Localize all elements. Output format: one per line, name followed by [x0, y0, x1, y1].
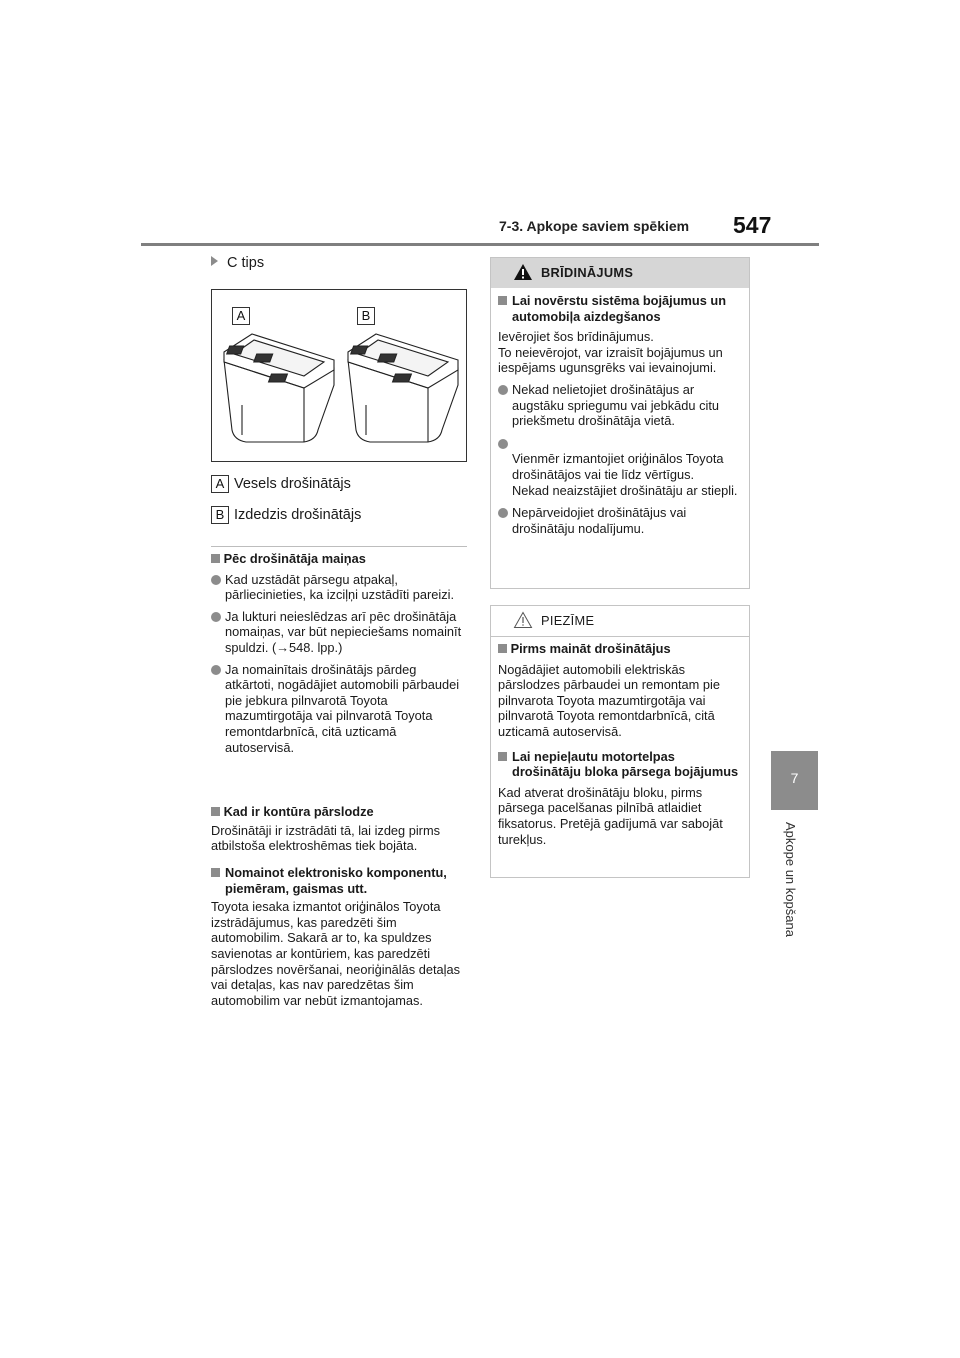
- list-item: Ja lukturi neieslēdzas arī pēc drošinātāja nomaiņas, var būt nepieciešams nomainīt spuldzi. (→548. lpp.): [211, 609, 467, 656]
- callout-a: A: [232, 307, 250, 325]
- list-item: Kad uzstādāt pārsegu atpakaļ, pārliecinieties, ka izciļņi uzstādīti pareizi.: [211, 572, 467, 603]
- notice-text: Kad atverat drošinātāju bloku, pirms pārsega pacelšanas pilnībā atlaidiet fiksatorus. Pretējā gadījumā var sabojāt turekļus.: [498, 784, 723, 847]
- circle-bullet-icon: [211, 665, 221, 675]
- note-replacing-components: [211, 865, 467, 1008]
- list-item: Ja nomainītais drošinātājs pārdeg atkārtoti, nogādājiet automobili pārbaudei pie jebkura pilnvarotā Toyota mazumtirgotāja vai pilnvarotā Toyota remontdarbnīcā, citā uzticamā autoservisā.: [211, 662, 467, 756]
- square-bullet-icon: [211, 868, 220, 877]
- callout-b: B: [357, 307, 375, 325]
- fuse-illustration: [211, 289, 467, 462]
- chapter-title: Apkope un kopšana: [783, 822, 798, 937]
- triangle-bullet-icon: [211, 256, 218, 266]
- circle-bullet-icon: [498, 439, 508, 449]
- square-bullet-icon: [498, 752, 507, 761]
- warning-intro: Ievērojiet šos brīdinājumus. To neievērojot, var izraisīt bojājumus un iespējams ugunsgrēks vai ievainojumi.: [498, 329, 723, 376]
- warning-icon: [513, 263, 533, 281]
- circle-bullet-icon: [211, 575, 221, 585]
- warning-title: BRĪDINĀJUMS: [541, 265, 634, 280]
- warning-heading: Lai novērstu sistēma bojājumus un automobiļa aizdegšanos: [498, 293, 742, 324]
- section-title: 7-3. Apkope saviem spēkiem: [499, 218, 690, 234]
- header-divider: [141, 243, 819, 246]
- circle-bullet-icon: [498, 385, 508, 395]
- warning-header: [491, 258, 749, 288]
- notice-box: [490, 605, 750, 878]
- note-heading: Nomainot elektronisko komponentu, piemēram, gaismas utt.: [211, 865, 467, 896]
- square-bullet-icon: [498, 296, 507, 305]
- warning-item: Nekad nelietojiet drošinātājus ar augstāku spriegumu vai jebkādu citu priekšmetu drošinātāja vietā.: [498, 382, 742, 429]
- note-after-fuse-replacement: [211, 551, 467, 755]
- square-bullet-icon: [211, 554, 220, 563]
- note-text: Toyota iesaka izmantot oriģinālos Toyota izstrādājumus, kas paredzēti šim automobilim. Sakarā ar to, ka spuldzes savienotas ar kontūriem, kas paredzēti pārslodzes novēršanai, neoriģinālās detaļas vai detaļas, kas nav paredzētas šim automobilim var nebūt izmantojamas.: [211, 899, 460, 1008]
- legend-item-a: A Vesels drošinātājs: [211, 475, 351, 493]
- notice-title: PIEZĪME: [541, 613, 595, 628]
- note-circuit-overload: [211, 804, 467, 854]
- square-bullet-icon: [498, 644, 507, 653]
- warning-box: [490, 257, 750, 589]
- notice-heading: Pirms maināt drošinātājus: [498, 641, 742, 657]
- note-heading: Pēc drošinātāja maiņas: [211, 551, 467, 567]
- warning-item: Nepārveidojiet drošinātājus vai drošinātāju nodalījumu.: [498, 505, 742, 536]
- note-text: Drošinātāji ir izstrādāti tā, lai izdeg pirms atbilstoša elektroshēmas tiek bojāta.: [211, 822, 441, 854]
- fuse-drawing: [212, 290, 466, 461]
- notice-header: [491, 606, 749, 637]
- section-divider: [211, 546, 467, 547]
- legend-badge-a: A: [211, 475, 229, 493]
- warning-item: Vienmēr izmantojiet oriģinālos Toyota drošinātājos vai tie līdz vērtīgus. Nekad neaizstājiet drošinātāju ar stiepli.: [498, 436, 742, 498]
- square-bullet-icon: [211, 807, 220, 816]
- circle-bullet-icon: [498, 508, 508, 518]
- page-number: 547: [733, 212, 772, 238]
- note-heading: Kad ir kontūra pārslodze: [211, 804, 467, 820]
- notice-text: Nogādājiet automobili elektriskās pārslodzes pārbaudei un remontam pie pilnvarota Toyota mazumtirgotāja vai pilnvarotā Toyota remontdarbnīcā, citā uzticamā autoservisā.: [498, 661, 720, 739]
- notice-body: [498, 641, 742, 847]
- legend-item-b: B Izdedzis drošinātājs: [211, 506, 361, 524]
- circle-bullet-icon: [211, 612, 221, 622]
- warning-body: [498, 293, 742, 536]
- chapter-number: 7: [790, 770, 799, 786]
- notice-heading: Lai nepieļautu motortelpas drošinātāju bloka pārsega bojājumus: [498, 749, 742, 780]
- fuse-type-label: C tips: [211, 255, 264, 271]
- legend-badge-b: B: [211, 506, 229, 524]
- notice-icon: [513, 611, 533, 629]
